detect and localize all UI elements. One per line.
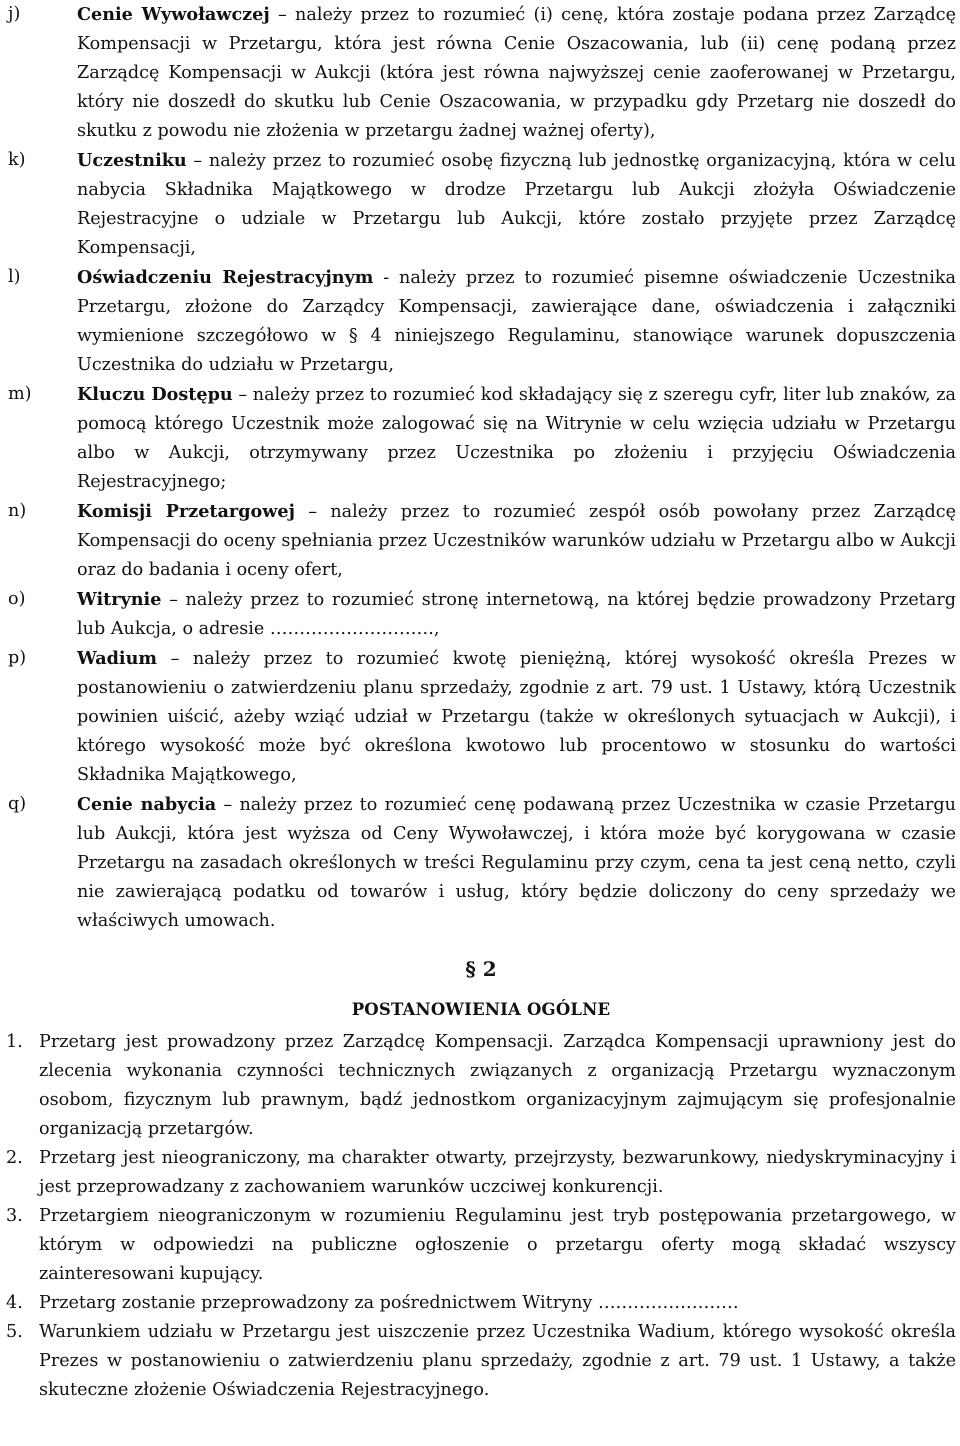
rule-text: Warunkiem udziału w Przetargu jest uiszczenie przez Uczestnika Wadium, którego wysokość określa Prezes w postanowieniu o zatwierdzeniu planu sprzedaży, zgodnie z art. 79 ust. 1 Ustawy, a także skuteczne złożenie Oświadczenia Rejestracyjnego. [39, 1322, 956, 1400]
definition-letter: o) [8, 589, 26, 609]
definition-term: Uczestniku [77, 150, 187, 171]
definition-text: – należy przez to rozumieć kod składający się z szeregu cyfr, liter lub znaków, za pomocą którego Uczestnik może zalogować się na Witrynie w celu wzięcia udziału w Przetargu albo w Aukcji, otrzymywany przez Uczestnika po złożeniu i przyjęciu Oświadczenia Rejestracyjnego; [77, 385, 956, 492]
definition-term: Kluczu Dostępu [77, 384, 233, 405]
definition-letter: p) [8, 648, 27, 668]
definition-letter: m) [8, 384, 32, 404]
rule-item [6, 1289, 956, 1318]
rule-item [6, 1318, 956, 1405]
definition-letter: q) [8, 794, 27, 814]
definition-item [6, 0, 956, 146]
section-header [6, 954, 956, 1022]
rule-number: 2. [6, 1148, 23, 1168]
definition-term: Cenie Wywoławczej [77, 4, 270, 25]
rule-text: Przetargiem nieograniczonym w rozumieniu Regulaminu jest tryb postępowania przetargowego, w którym w odpowiedzi na publiczne ogłoszenie o przetargu oferty mogą składać wszyscy zainteresowani kupujący. [39, 1206, 956, 1284]
definition-letter: k) [8, 150, 26, 170]
definition-text: – należy przez to rozumieć stronę internetową, na której będzie prowadzony Przetarg lub Aukcja, o adresie ………………………., [77, 590, 956, 639]
definition-item [6, 585, 956, 644]
definition-item [6, 146, 956, 263]
rule-item [6, 1144, 956, 1202]
definition-text: – należy przez to rozumieć cenę podawaną przez Uczestnika w czasie Przetargu lub Aukcji, która jest wyższa od Ceny Wywoławczej, i która może być korygowana w czasie Przetargu na zasadach określonych w treści Regulaminu przy czym, cena ta jest ceną netto, czyli nie zawierającą podatku od towarów i usług, który będzie doliczony do ceny sprzedaży we właściwych umowach. [77, 795, 956, 931]
definition-item [6, 380, 956, 497]
definition-text: – należy przez to rozumieć (i) cenę, która zostaje podana przez Zarządcę Kompensacji w Przetargu, która jest równa Cenie Oszacowania, lub (ii) cenę podaną przez Zarządcę Kompensacji w Aukcji (która jest równa najwyższej cenie zaoferowanej w Przetargu, który nie doszedł do skutku lub Cenie Oszacowania, w przypadku gdy Przetarg nie doszedł do skutku z powodu nie złożenia w przetargu żadnej ważnej oferty), [77, 5, 956, 141]
definition-item [6, 790, 956, 936]
definition-text: - należy przez to rozumieć pisemne oświadczenie Uczestnika Przetargu, złożone do Zarządcy Kompensacji, zawierające dane, oświadczenia i załączniki wymienione szczegółowo w § 4 niniejszego Regulaminu, stanowiące warunek dopuszczenia Uczestnika do udziału w Przetargu, [77, 268, 956, 375]
section-title: POSTANOWIENIA OGÓLNE [351, 1000, 611, 1019]
definition-letter: j) [8, 4, 21, 24]
rule-text: Przetarg jest prowadzony przez Zarządcę Kompensacji. Zarządca Kompensacji uprawniony jest do zlecenia wykonania czynności technicznych związanych z organizacją Przetargu wyznaczonym osobom, fizycznym lub prawnym, bądź jednostkom organizacyjnym zajmującym się profesjonalnie organizacją przetargów. [39, 1032, 956, 1139]
definition-item [6, 497, 956, 585]
definition-term: Witrynie [77, 589, 162, 610]
section-number: § 2 [465, 957, 497, 981]
definition-text: – należy przez to rozumieć zespół osób powołany przez Zarządcę Kompensacji do oceny spełniania przez Uczestników warunków udziału w Przetargu albo w Aukcji oraz do badania i oceny ofert, [77, 502, 956, 580]
rule-number: 1. [6, 1032, 23, 1052]
rule-number: 5. [6, 1322, 23, 1342]
definition-item [6, 263, 956, 380]
definition-letter: l) [8, 267, 21, 287]
definition-letter: n) [8, 501, 27, 521]
rule-text: Przetarg zostanie przeprowadzony za pośrednictwem Witryny …………………… [39, 1293, 739, 1313]
definition-term: Cenie nabycia [77, 794, 217, 815]
rules-list [6, 1028, 956, 1405]
rule-number: 4. [6, 1293, 23, 1313]
definition-item [6, 644, 956, 790]
definition-term: Komisji Przetargowej [77, 501, 295, 522]
rule-text: Przetarg jest nieograniczony, ma charakter otwarty, przejrzysty, bezwarunkowy, niedyskryminacyjny i jest przeprowadzany z zachowaniem warunków uczciwej konkurencji. [39, 1148, 956, 1197]
rule-item [6, 1028, 956, 1144]
definition-term: Oświadczeniu Rejestracyjnym [77, 267, 374, 288]
definition-term: Wadium [77, 648, 158, 669]
definitions-list [6, 0, 956, 936]
definition-text: – należy przez to rozumieć kwotę pieniężną, której wysokość określa Prezes w postanowieniu o zatwierdzeniu planu sprzedaży, zgodnie z art. 79 ust. 1 Ustawy, którą Uczestnik powinien uiścić, ażeby wziąć udział w Przetargu (także w określonych sytuacjach w Aukcji), i którego wysokość może być określona kwotowo lub procentowo w stosunku do wartości Składnika Majątkowego, [77, 649, 956, 785]
definition-text: – należy przez to rozumieć osobę fizyczną lub jednostkę organizacyjną, która w celu nabycia Składnika Majątkowego w drodze Przetargu lub Aukcji złożyła Oświadczenie Rejestracyjne o udziale w Przetargu lub Aukcji, które zostało przyjęte przez Zarządcę Kompensacji, [77, 151, 956, 258]
rule-item [6, 1202, 956, 1289]
rule-number: 3. [6, 1206, 23, 1226]
